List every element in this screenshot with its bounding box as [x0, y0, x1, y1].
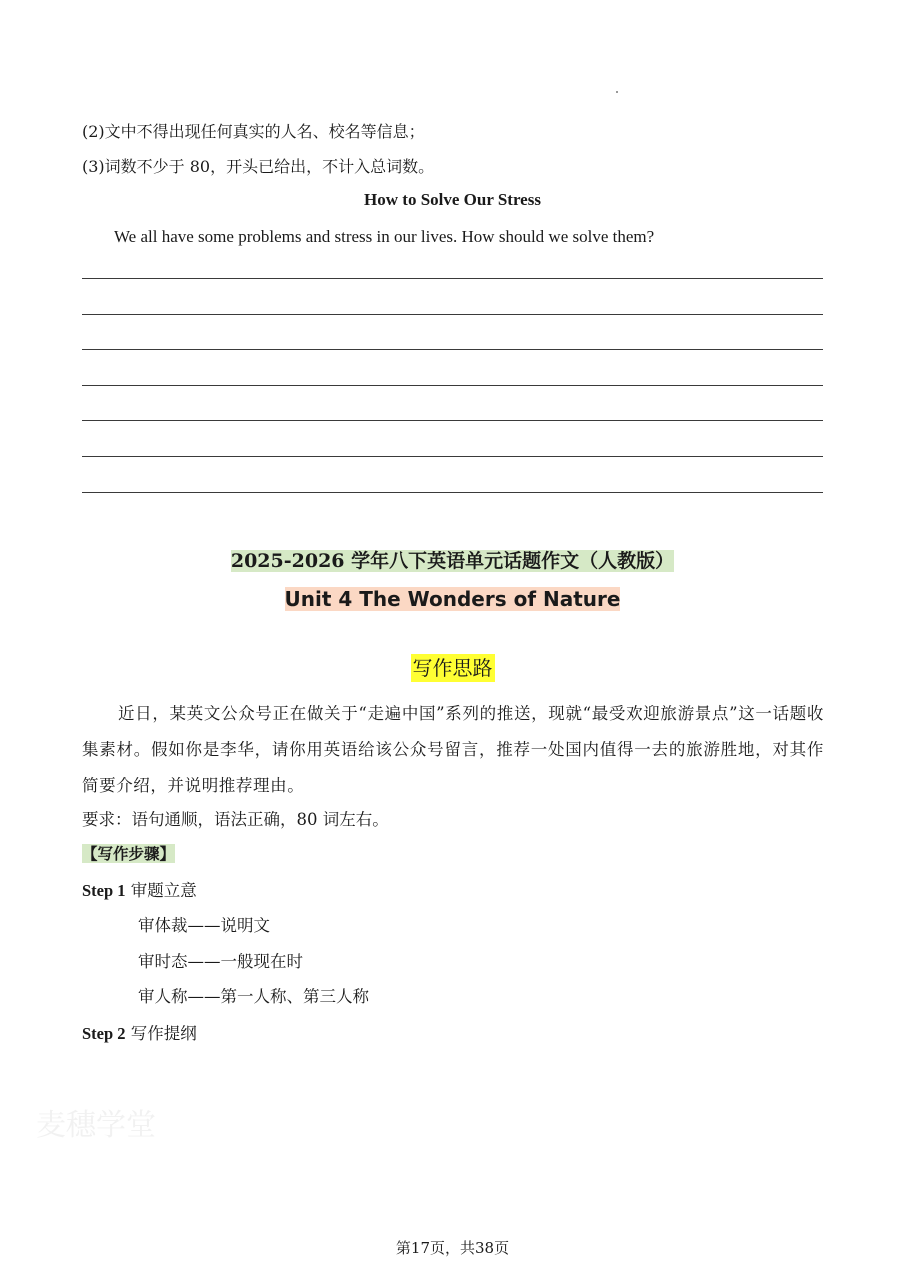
steps-heading: [82, 842, 175, 864]
steps-heading-text: 【写作步骤】: [82, 844, 176, 863]
requirement-item-2: (2)文中不得出现任何真实的人名、校名等信息；: [82, 122, 425, 141]
writing-line: [82, 420, 823, 421]
page-number: 第17页，共38页: [395, 1239, 510, 1257]
idea-heading: [0, 652, 905, 681]
step-1-text: 审题立意: [125, 881, 197, 900]
step-1-item: 审体裁——说明文: [138, 916, 270, 935]
unit-title-text: Unit 4 The Wonders of Nature: [284, 587, 621, 611]
step-1: [82, 877, 197, 901]
section-header-text: 2025-2026 学年八下英语单元话题作文（人教版）: [230, 550, 675, 572]
writing-line: [82, 385, 823, 386]
prompt-paragraph: 近日，某英文公众号正在做关于“走遍中国”系列的推送，现就“最受欢迎旅游景点”这一话题收集素材。假如你是李华，请你用英语给该公众号留言，推荐一处国内值得一去的旅游胜地，对其作简要介绍，并说明推荐理由。: [82, 704, 824, 795]
step-2-text: 写作提纲: [125, 1024, 197, 1043]
section-header: [0, 546, 905, 573]
requirement-item-3: (3)词数不少于 80，开头已给出，不计入总词数。: [82, 157, 435, 176]
essay-opening: We all have some problems and stress in our lives. How should we solve them?: [114, 227, 655, 246]
unit-title: [0, 587, 905, 611]
step-1-item: 审时态——一般现在时: [138, 952, 303, 971]
step-1-label: Step 1: [82, 881, 126, 900]
watermark: 麦穗学堂: [36, 1108, 156, 1143]
step-2-label: Step 2: [82, 1024, 126, 1043]
stray-dot: [616, 91, 618, 93]
step-2: [82, 1020, 197, 1044]
essay-title: How to Solve Our Stress: [364, 190, 541, 209]
writing-line: [82, 349, 823, 350]
writing-line: [82, 456, 823, 457]
writing-line: [82, 492, 823, 493]
step-1-item: 审人称——第一人称、第三人称: [138, 987, 369, 1006]
idea-heading-text: 写作思路: [412, 656, 493, 680]
writing-line: [82, 278, 823, 279]
writing-line: [82, 314, 823, 315]
requirements-line: 要求：语句通顺，语法正确，80 词左右。: [82, 810, 389, 829]
